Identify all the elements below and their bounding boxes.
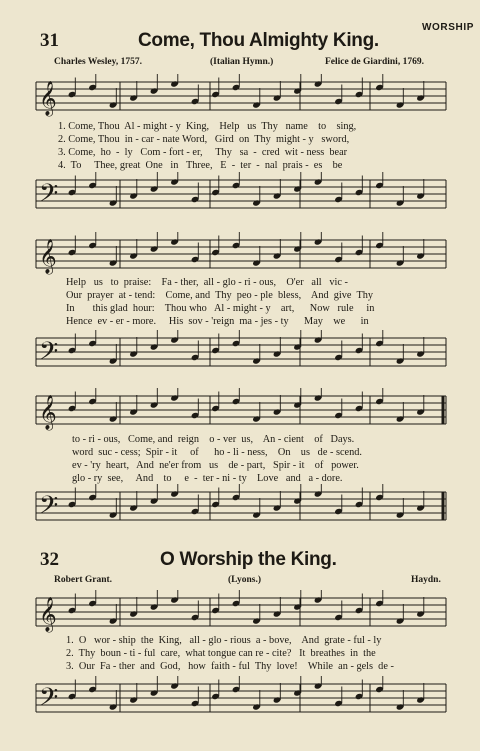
hymn-31-system-1-bass: [0, 172, 480, 222]
hymn-32-music-by: Haydn.: [411, 575, 441, 585]
hymn-31-lyric-line: 2. Come, Thou in - car - nate Word, Gird on Thy might - y sword,: [58, 134, 350, 145]
hymn-31-title: Come, Thou Almighty King.: [138, 30, 379, 51]
hymn-31-lyric-line: 3. Come, ho - ly Com - fort - er, Thy sa - cred wit - ness bear: [58, 147, 348, 158]
hymn-31-system-3-bass: [0, 484, 480, 534]
hymn-32-system-1-bass: [0, 676, 480, 726]
hymn-31-words-by: Charles Wesley, 1757.: [54, 57, 142, 67]
hymn-31-lyric-line: to - ri - ous, Come, and reign o - ver us, An - cient of Days.: [72, 434, 355, 445]
clef-icon: 𝄢: [39, 337, 59, 372]
hymn-32-lyric-line: 1. O wor - ship the King, all - glo - rious a - bove, And grate - ful - ly: [66, 635, 382, 646]
clef-icon: 𝄞: [39, 395, 57, 430]
hymn-31-lyric-line: Help us to praise: Fa - ther, all - glo - ri - ous, O'er all vic -: [66, 277, 348, 288]
hymn-32-words-by: Robert Grant.: [54, 575, 113, 585]
hymn-31-lyric-line: Hence ev - er - more. His sov - 'reign ma - jes - ty May we in: [66, 316, 369, 327]
hymn-32-number: 32: [40, 549, 59, 570]
clef-icon: 𝄞: [39, 239, 57, 274]
hymn-32-tune: (Lyons.): [228, 575, 261, 585]
hymn-32-title: O Worship the King.: [160, 549, 337, 570]
hymn-31-lyric-line: Our prayer at - tend: Come, and Thy peo - ple bless, And give Thy: [66, 290, 374, 301]
hymn-31-lyric-line: 4. To Thee, great One in Three, E - ter - nal prais - es be: [58, 160, 343, 171]
clef-icon: 𝄞: [39, 597, 57, 632]
hymn-31-lyric-line: ev - 'ry heart, And ne'er from us de - part, Spir - it of power.: [72, 460, 359, 471]
hymn-31-number: 31: [40, 30, 59, 51]
clef-icon: 𝄢: [39, 683, 59, 718]
hymn-31-system-1-treble: [0, 74, 480, 124]
section-label: WORSHIP: [422, 22, 474, 33]
hymn-32-system-1-treble: [0, 590, 480, 640]
hymn-31-system-2-treble: [0, 232, 480, 282]
hymn-31-tune: (Italian Hymn.): [210, 57, 274, 67]
hymn-31-lyric-line: In this glad hour: Thou who Al - might - y art, Now rule in: [66, 303, 375, 314]
hymn-32-lyric-line: 3. Our Fa - ther and God, how faith - ful Thy love! While an - gels de -: [66, 661, 394, 672]
clef-icon: 𝄢: [39, 179, 59, 214]
hymn-31-system-2-bass: [0, 330, 480, 380]
hymn-31-lyric-line: glo - ry see, And to e - ter - ni - ty Love and a - dore.: [72, 473, 343, 484]
clef-icon: 𝄢: [39, 491, 59, 526]
clef-icon: 𝄞: [39, 81, 57, 116]
hymn-31-system-3-treble: [0, 388, 480, 438]
hymn-31-lyric-line: word suc - cess; Spir - it of ho - li - ness, On us de - scend.: [72, 447, 362, 458]
hymn-32-lyric-line: 2. Thy boun - ti - ful care, what tongue can re - cite? It breathes in the: [66, 648, 376, 659]
hymn-31-music-by: Felice de Giardini, 1769.: [325, 57, 424, 67]
hymn-31-lyric-line: 1. Come, Thou Al - might - y King, Help us Thy name to sing,: [58, 121, 357, 132]
